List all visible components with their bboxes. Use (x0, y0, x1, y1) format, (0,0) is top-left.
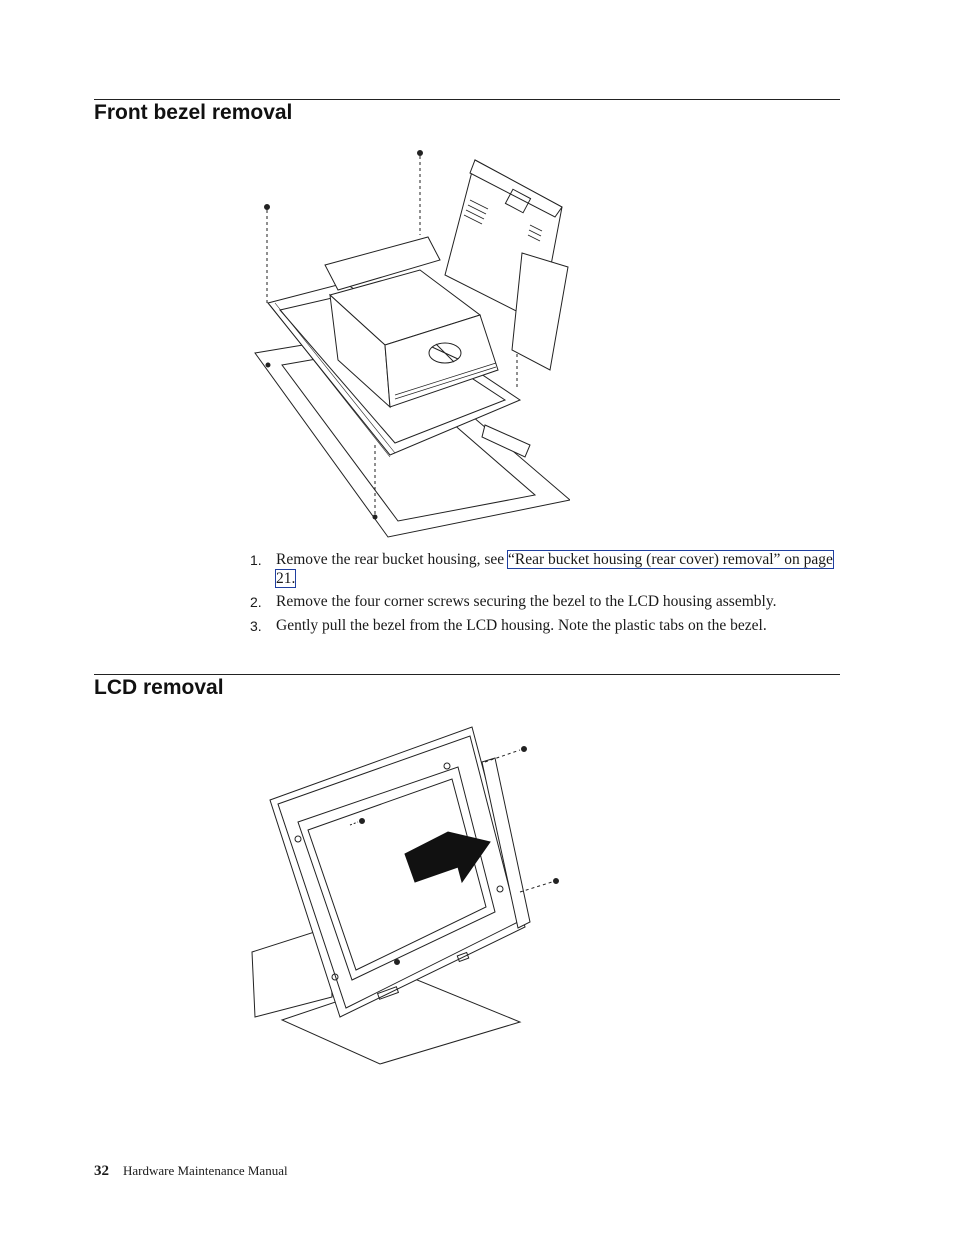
section-rule-top (94, 99, 840, 100)
screw-icon (265, 205, 270, 306)
section-rule-lcd (94, 674, 840, 675)
page-footer (94, 1163, 288, 1180)
step-text: Remove the four corner screws securing the bezel to the LCD housing assembly. (276, 593, 777, 610)
screw-icon (266, 363, 270, 367)
list-item (250, 551, 850, 588)
section-title-lcd-removal: LCD removal (94, 676, 224, 699)
screw-icon (373, 515, 377, 519)
page-number: 32 (94, 1163, 109, 1179)
front-bezel-exploded-illustration (250, 145, 570, 545)
step-number: 3. (250, 617, 262, 634)
list-item (250, 617, 850, 636)
screw-icon (520, 879, 559, 893)
step-number: 2. (250, 594, 262, 610)
screw-icon (485, 747, 527, 763)
step-text: Remove the rear bucket housing, see (276, 551, 508, 568)
section-title-front-bezel: Front bezel removal (94, 101, 293, 124)
step-number: 1. (250, 552, 262, 568)
step-text: Gently pull the bezel from the LCD housing. Note the plastic tabs on the bezel. (276, 616, 767, 634)
removal-steps-list (250, 551, 850, 640)
rear-bucket-housing-link[interactable]: “Rear bucket housing (rear cover) removal” on page 21. (276, 551, 833, 587)
screw-icon (418, 151, 423, 236)
lcd-removal-illustration (250, 722, 570, 1067)
list-item (250, 593, 850, 612)
manual-title: Hardware Maintenance Manual (123, 1163, 288, 1178)
screw-icon (395, 960, 400, 965)
